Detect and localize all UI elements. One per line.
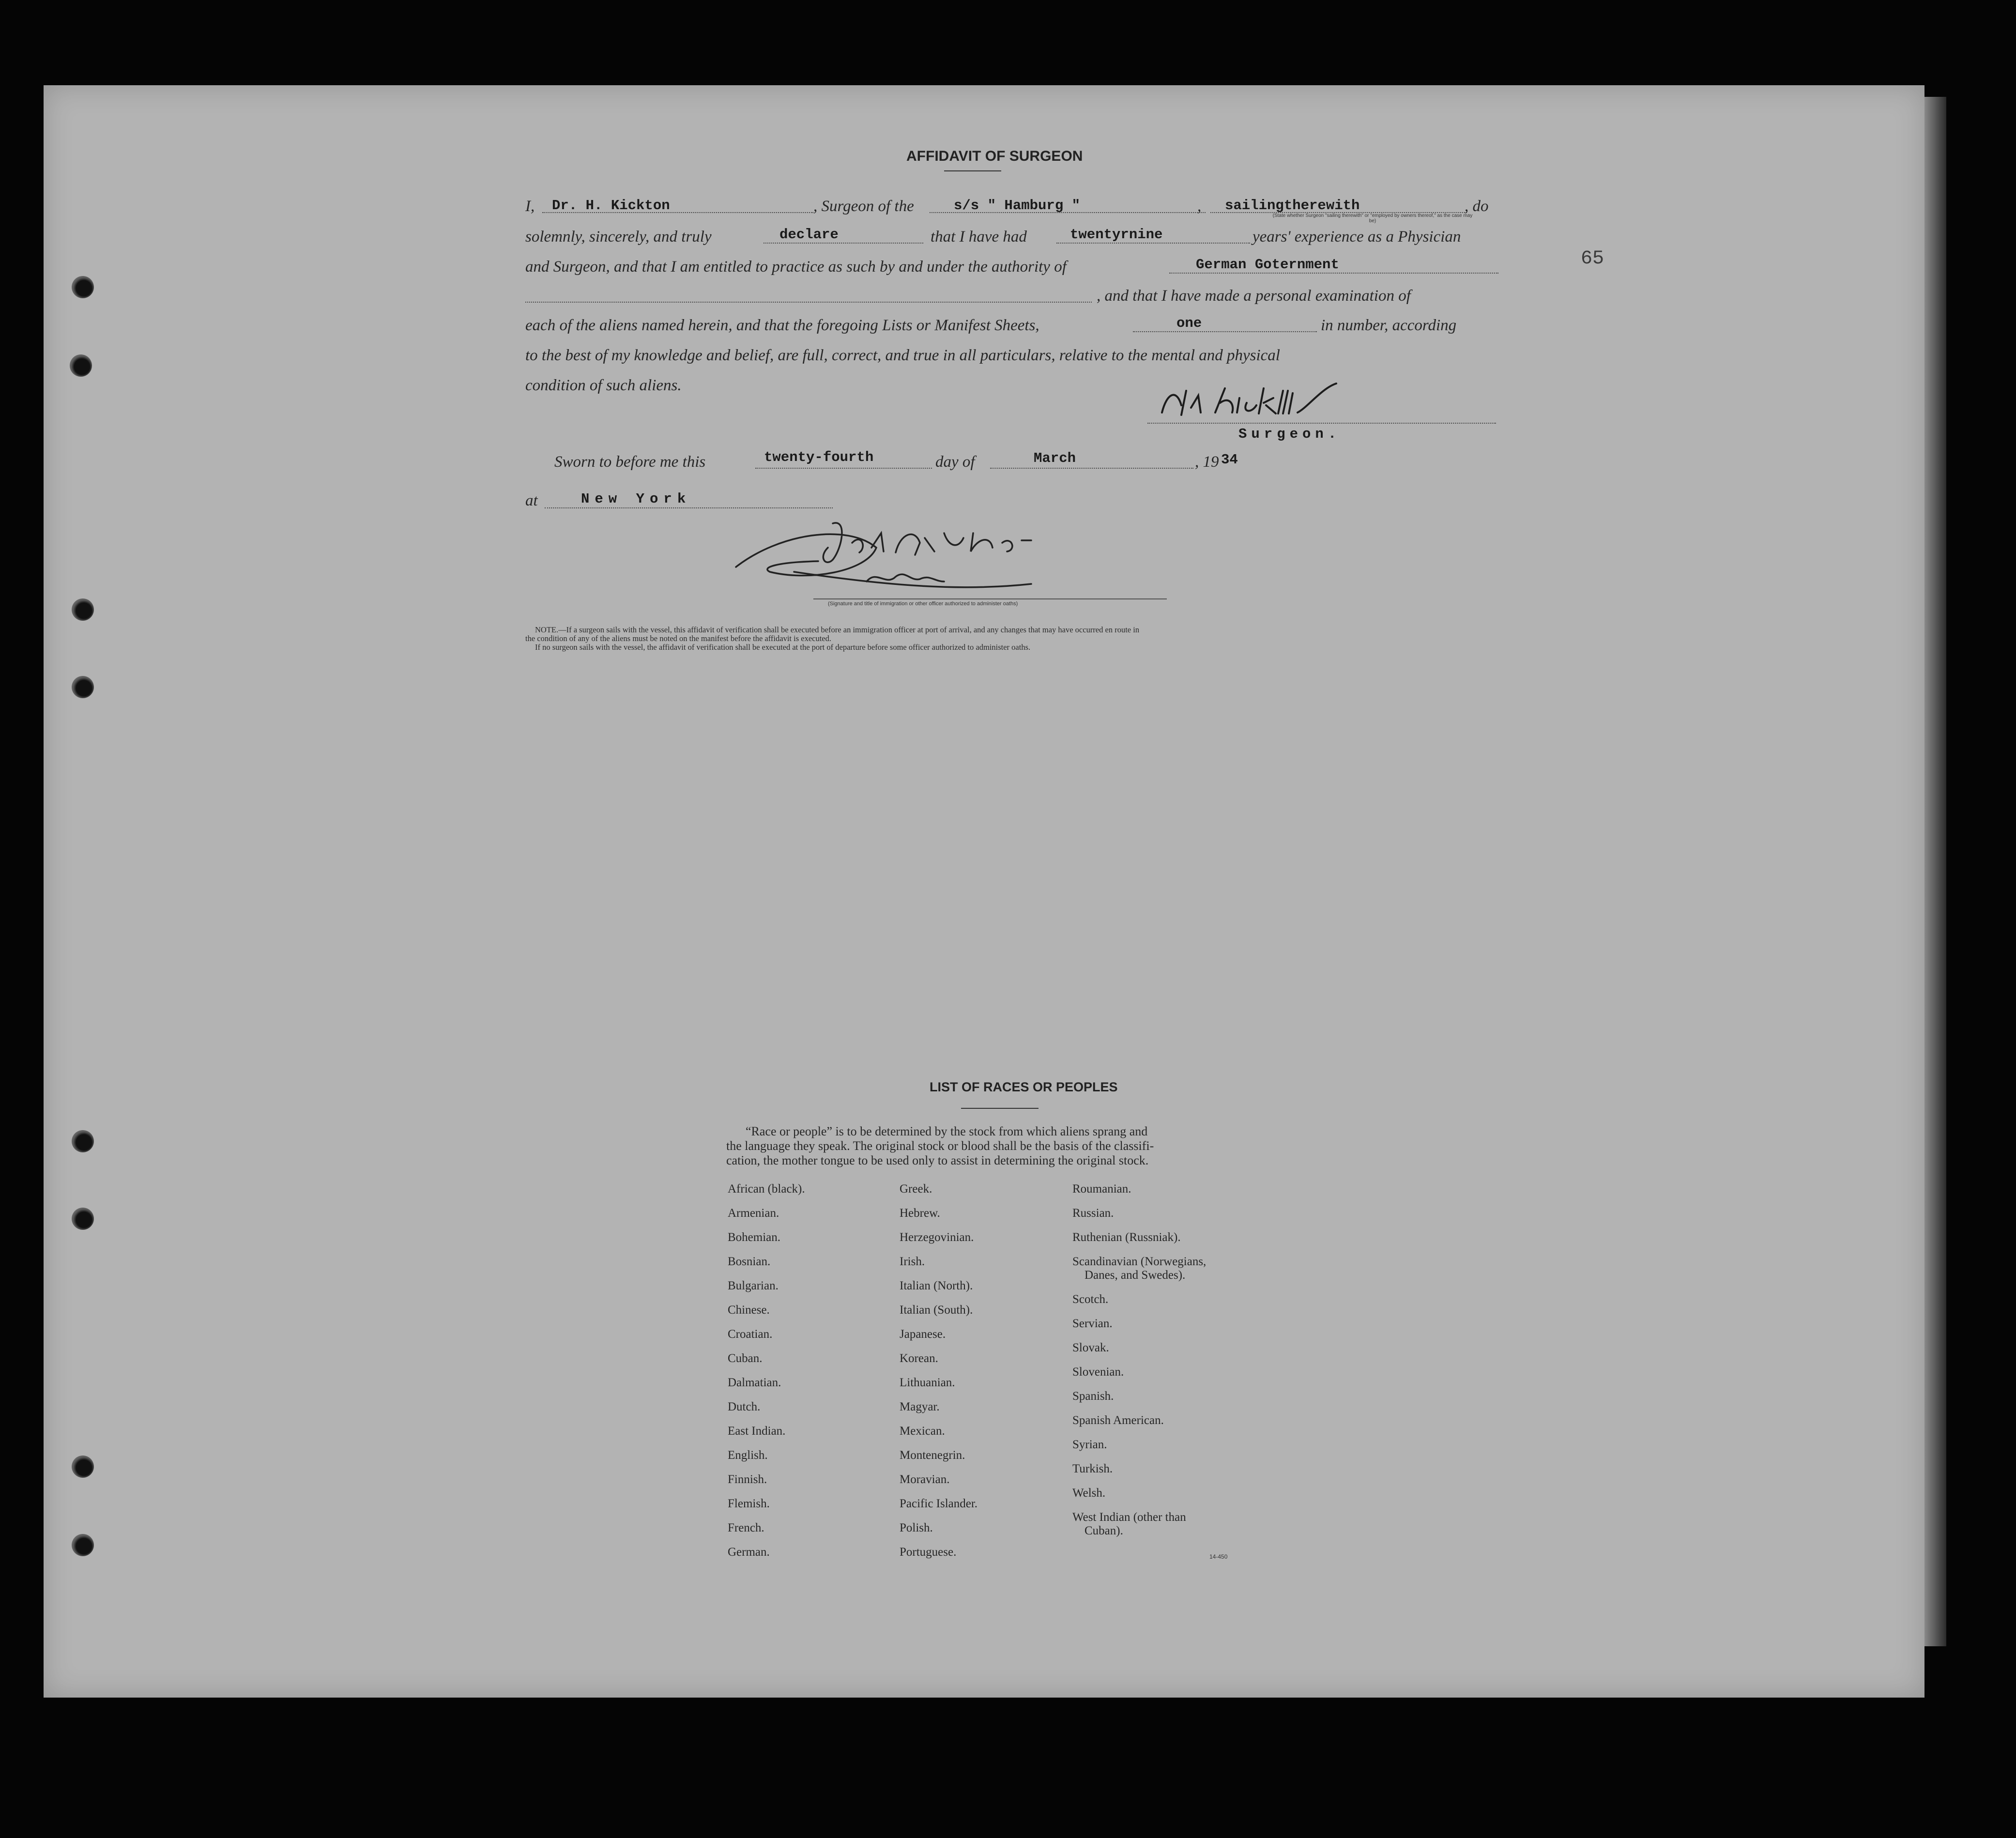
dotted-line — [990, 468, 1193, 469]
sworn-month: March — [1034, 450, 1076, 466]
race-item: Korean. — [900, 1352, 938, 1365]
race-item: Pacific Islander. — [900, 1497, 978, 1510]
vessel-name: s/s " Hamburg " — [954, 198, 1081, 214]
dotted-line — [1147, 423, 1496, 424]
dotted-line — [1169, 273, 1498, 274]
affidavit-text: in number, according — [1321, 317, 1457, 334]
race-item: Bosnian. — [728, 1255, 771, 1268]
surgeon-signature — [1147, 379, 1467, 422]
race-item: Servian. — [1072, 1317, 1113, 1330]
race-item: Flemish. — [728, 1497, 770, 1510]
race-item: Croatian. — [728, 1328, 773, 1341]
race-item: Bohemian. — [728, 1231, 781, 1244]
affidavit-heading: AFFIDAVIT OF SURGEON — [906, 148, 1083, 164]
officer-signature-line — [813, 598, 1167, 599]
dotted-line — [525, 302, 1092, 303]
page-number: 65 — [1581, 248, 1604, 270]
affidavit-text: , do — [1465, 198, 1489, 215]
surgeon-caption: Surgeon. — [1238, 426, 1341, 442]
race-item: Mexican. — [900, 1424, 945, 1438]
race-item: French. — [728, 1521, 764, 1534]
officer-caption: (Signature and title of immigration or other officer authorized to administer oaths) — [828, 601, 1018, 607]
race-item: Japanese. — [900, 1328, 946, 1341]
affidavit-text: day of — [935, 453, 975, 471]
race-item: Dalmatian. — [728, 1376, 781, 1389]
binder-hole — [72, 1130, 94, 1152]
race-item: Moravian. — [900, 1473, 950, 1486]
binder-hole — [72, 1534, 94, 1556]
race-item: Hebrew. — [900, 1207, 940, 1220]
race-item: Herzegovinian. — [900, 1231, 974, 1244]
race-item: Scandinavian (Norwegians, — [1072, 1255, 1207, 1268]
sailing-hint: (State whether Surgeon "sailing therewith" or "employed by owners thereof," as the case may be) — [1272, 213, 1473, 224]
race-item: English. — [728, 1449, 768, 1462]
race-item: Dutch. — [728, 1400, 761, 1413]
race-item: Italian (South). — [900, 1303, 973, 1317]
affidavit-text: solemnly, sincerely, and truly — [525, 228, 712, 245]
race-item: Polish. — [900, 1521, 933, 1534]
sheet-count: one — [1176, 315, 1202, 331]
race-item: Cuban). — [1084, 1524, 1123, 1537]
dotted-line — [755, 468, 932, 469]
races-intro — [726, 1124, 1288, 1168]
note-line: If no surgeon sails with the vessel, the affidavit of verification shall be executed at the port of departure before some officer authorized to administer oaths. — [535, 643, 1031, 652]
affidavit-note — [525, 626, 1498, 652]
intro-line: “Race or people” is to be determined by the stock from which aliens sprang and — [746, 1124, 1148, 1138]
affidavit-text: , Surgeon of the — [813, 198, 914, 215]
affidavit-text: Sworn to before me this — [554, 453, 706, 471]
race-item: Ruthenian (Russniak). — [1072, 1231, 1181, 1244]
form-code: 14-450 — [1209, 1553, 1228, 1560]
heading-rule — [944, 170, 1001, 171]
affidavit-text: that I have had — [931, 228, 1027, 245]
years-experience: twentyrnine — [1070, 227, 1163, 243]
binder-hole — [72, 1208, 94, 1230]
dotted-line — [545, 507, 833, 508]
race-item: Turkish. — [1072, 1462, 1113, 1475]
race-item: Danes, and Swedes). — [1084, 1269, 1186, 1282]
declaration-verb: declare — [779, 227, 839, 243]
document-sheet — [44, 85, 1924, 1698]
race-item: Welsh. — [1072, 1486, 1106, 1500]
race-item: Bulgarian. — [728, 1279, 779, 1292]
races-heading: LIST OF RACES OR PEOPLES — [930, 1080, 1118, 1094]
binder-hole — [70, 354, 92, 377]
intro-line: the language they speak. The original stock or blood shall be the basis of the classifi- — [726, 1139, 1154, 1153]
race-item: Scotch. — [1072, 1293, 1109, 1306]
race-item: Lithuanian. — [900, 1376, 955, 1389]
race-item: Roumanian. — [1072, 1182, 1131, 1195]
race-item: Magyar. — [900, 1400, 940, 1413]
race-item: Greek. — [900, 1182, 932, 1195]
note-line: NOTE.—If a surgeon sails with the vessel, this affidavit of verification shall be executed before an immigration officer at port of arrival, and any changes that may have occurred en route in — [535, 625, 1140, 634]
race-item: Armenian. — [728, 1207, 779, 1220]
authority: German Goternment — [1196, 257, 1339, 273]
binder-hole — [72, 598, 94, 621]
binder-hole — [72, 276, 94, 298]
officer-signature — [721, 514, 1118, 596]
race-item: Spanish. — [1072, 1390, 1114, 1403]
affidavit-text: years' experience as a Physician — [1252, 228, 1461, 245]
race-item: West Indian (other than — [1072, 1511, 1186, 1524]
affidavit-text: at — [525, 492, 538, 509]
race-item: Italian (North). — [900, 1279, 973, 1292]
sworn-day: twenty-fourth — [764, 449, 874, 465]
intro-line: cation, the mother tongue to be used only to assist in determining the original stock. — [726, 1153, 1149, 1167]
sworn-place: New York — [581, 491, 691, 507]
race-item: Cuban. — [728, 1352, 763, 1365]
race-item: African (black). — [728, 1182, 805, 1195]
race-item: Irish. — [900, 1255, 925, 1268]
binder-hole — [72, 676, 94, 698]
affidavit-text: condition of such aliens. — [525, 377, 682, 394]
race-item: Chinese. — [728, 1303, 770, 1317]
affidavit-text: , and that I have made a personal examination of — [1097, 287, 1411, 305]
race-item: German. — [728, 1546, 770, 1559]
affidavit-text: each of the aliens named herein, and that the foregoing Lists or Manifest Sheets, — [525, 317, 1039, 334]
sailing-status: sailingtherewith — [1225, 198, 1360, 214]
affidavit-text: to the best of my knowledge and belief, are full, correct, and true in all particulars, relative to the mental and physical — [525, 347, 1280, 364]
dotted-line — [1133, 331, 1317, 332]
note-line: the condition of any of the aliens must be noted on the manifest before the affidavit is executed. — [525, 634, 832, 643]
race-item: Spanish American. — [1072, 1414, 1164, 1427]
dotted-line — [1056, 243, 1250, 244]
affidavit-text: , 19 — [1195, 453, 1219, 471]
binder-hole — [72, 1455, 94, 1478]
race-item: East Indian. — [728, 1424, 786, 1438]
affidavit-text: , — [1197, 198, 1202, 215]
sworn-year: 34 — [1221, 452, 1238, 468]
dotted-line — [764, 243, 923, 244]
race-item: Montenegrin. — [900, 1449, 965, 1462]
affidavit-text: and Surgeon, and that I am entitled to practice as such by and under the authority of — [525, 258, 1067, 276]
race-item: Finnish. — [728, 1473, 767, 1486]
heading-rule — [961, 1108, 1039, 1109]
race-item: Portuguese. — [900, 1546, 957, 1559]
race-item: Slovak. — [1072, 1341, 1109, 1354]
surgeon-name: Dr. H. Kickton — [552, 198, 670, 214]
race-item: Russian. — [1072, 1207, 1114, 1220]
race-item: Syrian. — [1072, 1438, 1107, 1451]
affidavit-text: I, — [525, 198, 535, 215]
race-item: Slovenian. — [1072, 1365, 1124, 1378]
